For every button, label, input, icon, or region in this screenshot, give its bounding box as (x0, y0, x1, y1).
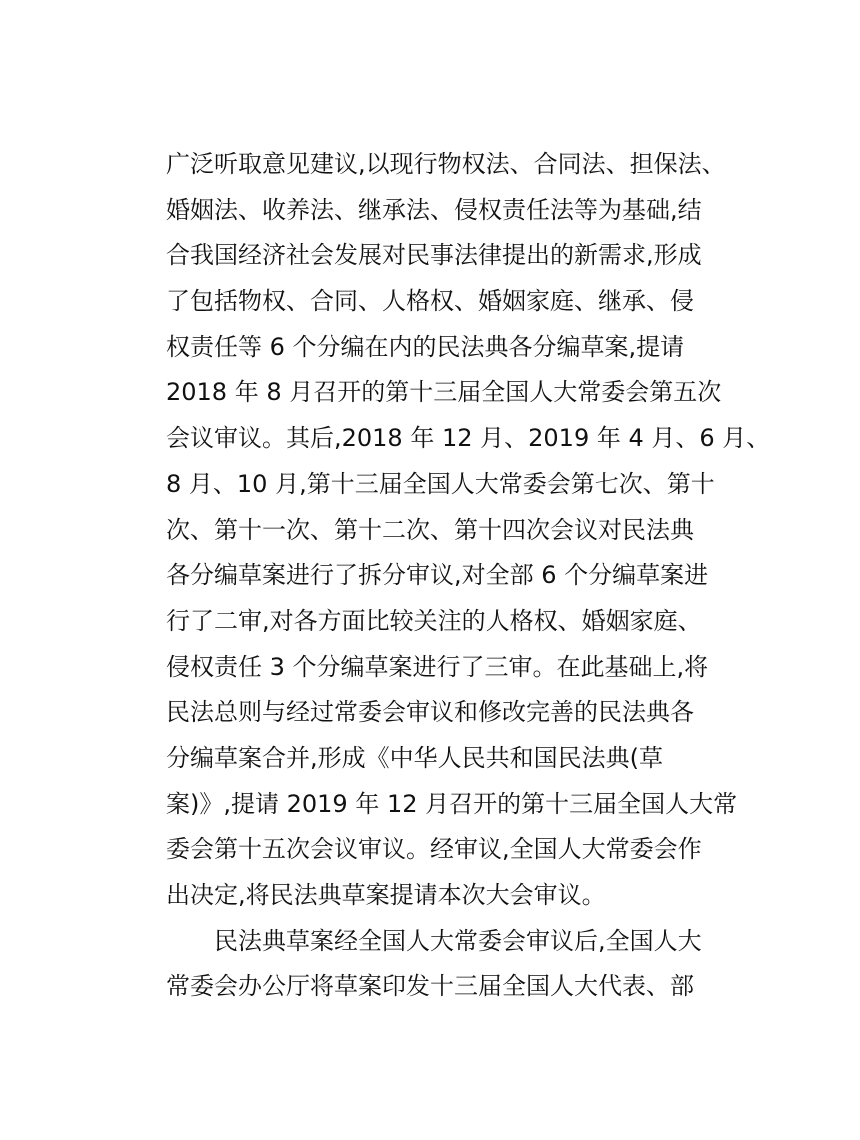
text-line: 权责任等 6 个分编在内的民法典各分编草案,提请 (166, 332, 685, 361)
text-line: 2018 年 8 月召开的第十三届全国人大常委会第五次 (166, 378, 722, 407)
text-line: 民法总则与经过常委会审议和修改完善的民法典各 (166, 698, 694, 727)
text-line: 委会第十五次会议审议。经审议,全国人大常委会作 (166, 835, 702, 864)
text-line: 常委会办公厅将草案印发十三届全国人大代表、部 (166, 972, 694, 1001)
paragraph-start-line: 民法典草案经全国人大常委会审议后,全国人大 (214, 926, 702, 955)
text-line: 案)》,提请 2019 年 12 月召开的第十三届全国人大常 (166, 789, 738, 818)
text-line: 婚姻法、收养法、继承法、侵权责任法等为基础,结 (166, 195, 702, 224)
text-line: 了包括物权、合同、人格权、婚姻家庭、继承、侵 (166, 287, 694, 316)
text-line: 出决定,将民法典草案提请本次大会审议。 (166, 881, 606, 909)
text-line: 分编草案合并,形成《中华人民共和国民法典(草 (166, 743, 663, 772)
text-line: 次、第十一次、第十二次、第十四次会议对民法典 (166, 515, 694, 544)
text-line: 行了二审,对各方面比较关注的人格权、婚姻家庭、 (166, 606, 702, 635)
text-line: 各分编草案进行了拆分审议,对全部 6 个分编草案进 (166, 561, 709, 590)
text-line: 广泛听取意见建议,以现行物权法、合同法、担保法、 (166, 150, 726, 178)
body-text (166, 142, 771, 1010)
text-line: 会议审议。其后,2018 年 12 月、2019 年 4 月、6 月、 (166, 424, 771, 453)
text-line: 8 月、10 月,第十三届全国人大常委会第七次、第十 (166, 469, 715, 498)
text-line: 合我国经济社会发展对民事法律提出的新需求,形成 (166, 241, 702, 270)
text-line: 侵权责任 3 个分编草案进行了三审。在此基础上,将 (166, 652, 709, 681)
